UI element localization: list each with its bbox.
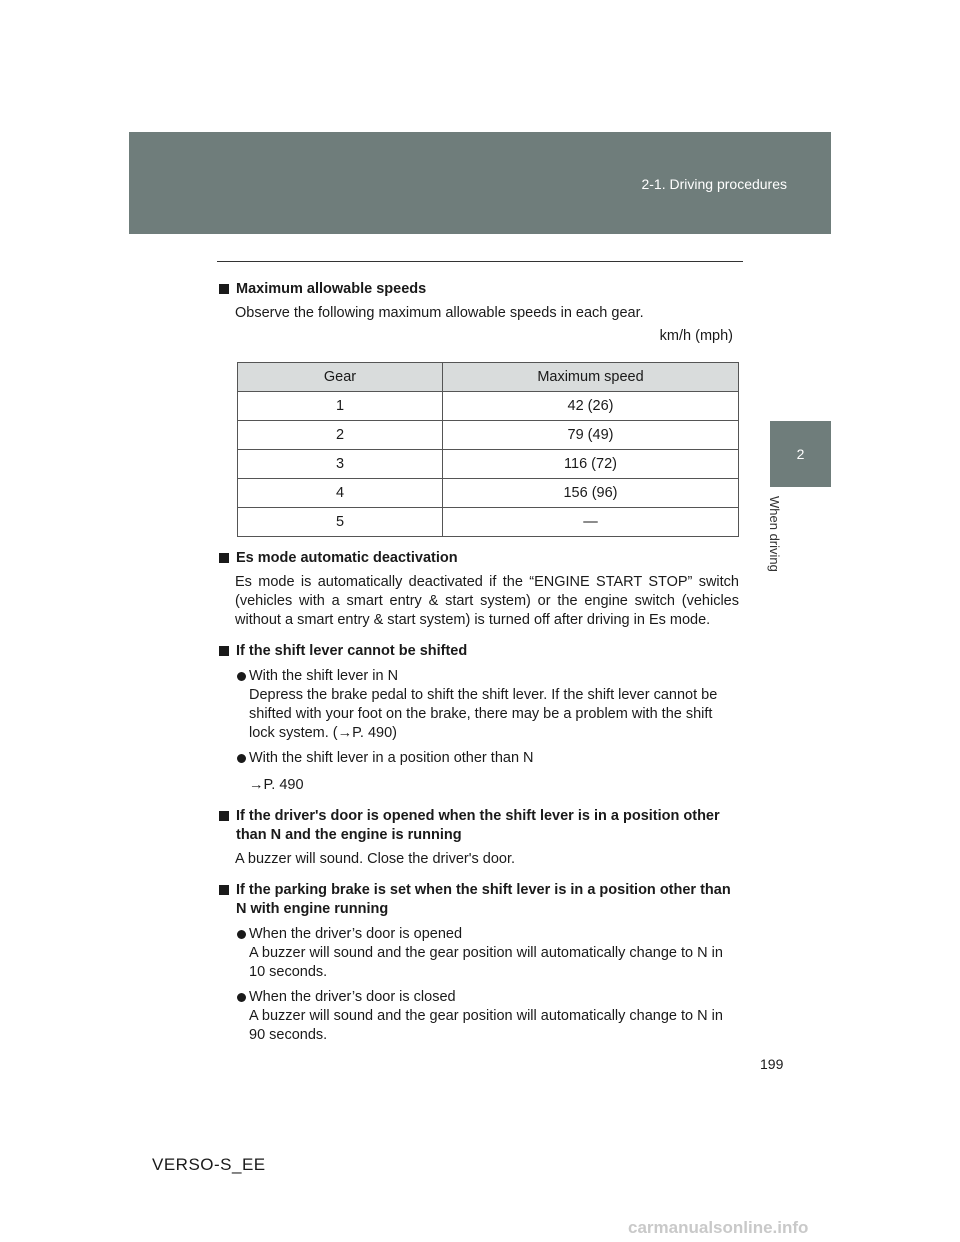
table-row <box>238 450 739 479</box>
speed-cell: 42 (26) <box>443 392 739 421</box>
section-title-door-opened: If the driver's door is opened when the shift lever is in a position other than N and the engine is running <box>219 807 739 845</box>
door-opened-text: A buzzer will sound. Close the driver's door. <box>235 851 516 867</box>
page-reference: →P. 490 <box>249 777 304 793</box>
table-header-row <box>238 363 739 392</box>
chapter-tab: 2 <box>770 421 831 487</box>
table-row <box>238 421 739 450</box>
table-row <box>238 479 739 508</box>
section-title-parking-brake: If the parking brake is set when the shift lever is in a position other than N with engine running <box>219 881 739 919</box>
model-code: VERSO-S_EE <box>152 1155 266 1174</box>
speed-cell: 116 (72) <box>443 450 739 479</box>
bullet-text: A buzzer will sound and the gear position will automatically change to N in 10 seconds. <box>249 945 723 980</box>
square-bullet-icon <box>219 284 229 294</box>
speed-cell: 79 (49) <box>443 421 739 450</box>
list-item <box>219 925 739 982</box>
es-mode-text: Es mode is automatically deactivated if the “ENGINE START STOP” switch (vehicles with a smart entry & start system) or the engine switch (vehicles without a smart entry & start system) is turned off after driving in Es mode. <box>235 574 739 628</box>
table-row <box>238 508 739 537</box>
square-bullet-icon <box>219 553 229 563</box>
speed-unit: km/h (mph) <box>659 328 733 344</box>
divider <box>217 261 743 262</box>
max-speed-table <box>237 362 739 537</box>
header-max-speed: Maximum speed <box>443 363 739 392</box>
round-bullet-icon <box>237 754 246 763</box>
round-bullet-icon <box>237 993 246 1002</box>
section-header: 2-1. Driving procedures <box>641 176 787 192</box>
section-title-max-speeds: Maximum allowable speeds <box>219 280 739 299</box>
page-content <box>219 280 739 1045</box>
bullet-text: Depress the brake pedal to shift the shift lever. If the shift lever cannot be shifted with your foot on the brake, there may be a problem with the shift lock system. (→P. 490) <box>249 687 718 741</box>
header-gear: Gear <box>238 363 443 392</box>
round-bullet-icon <box>237 672 246 681</box>
list-item <box>219 988 739 1045</box>
gear-cell: 5 <box>238 508 443 537</box>
list-item <box>219 749 739 768</box>
square-bullet-icon <box>219 885 229 895</box>
bullet-head: When the driver’s door is closed <box>249 989 456 1005</box>
section-title-es-mode: Es mode automatic deactivation <box>219 549 739 568</box>
bullet-head: When the driver’s door is opened <box>249 926 463 942</box>
table-row <box>238 392 739 421</box>
gear-cell: 4 <box>238 479 443 508</box>
speed-cell: 156 (96) <box>443 479 739 508</box>
page-number: 199 <box>760 1056 784 1072</box>
header-band <box>129 132 831 234</box>
speed-cell: — <box>443 508 739 537</box>
bullet-head: With the shift lever in N <box>249 668 399 684</box>
bullet-text: A buzzer will sound and the gear position will automatically change to N in 90 seconds. <box>249 1008 723 1043</box>
square-bullet-icon <box>219 811 229 821</box>
watermark: carmanualsonline.info <box>628 1218 809 1237</box>
section-title-shift-lever: If the shift lever cannot be shifted <box>219 642 739 661</box>
bullet-head: With the shift lever in a position other than N <box>249 750 534 766</box>
chapter-label-text: When driving <box>767 496 782 572</box>
round-bullet-icon <box>237 930 246 939</box>
gear-cell: 3 <box>238 450 443 479</box>
max-speeds-intro: Observe the following maximum allowable speeds in each gear. <box>235 305 644 321</box>
list-item <box>219 667 739 743</box>
gear-cell: 1 <box>238 392 443 421</box>
square-bullet-icon <box>219 646 229 656</box>
gear-cell: 2 <box>238 421 443 450</box>
chapter-label <box>767 496 800 586</box>
